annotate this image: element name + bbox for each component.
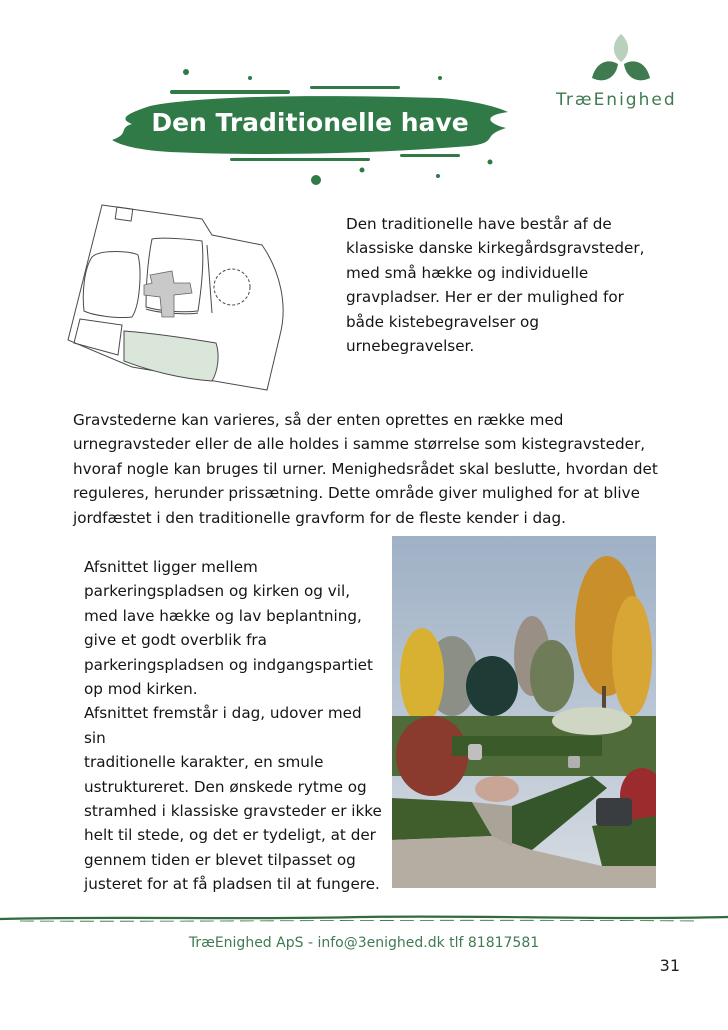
cemetery-garden-photo: [392, 536, 656, 888]
text-line: med lave hække og lav beplantning,: [84, 606, 362, 625]
text-line: jordfæstet i den traditionelle gravform for de fleste kender i dag.: [73, 508, 566, 527]
text-line: urnegravsteder eller de alle holdes i samme størrelse som kistegravsteder,: [73, 435, 646, 454]
intro-paragraph: [346, 212, 646, 358]
text-line: hvoraf nogle kan bruges til urner. Menighedsrådet skal beslutte, hvordan det: [73, 459, 658, 478]
page-number: 31: [659, 956, 680, 975]
text-line: justeret for at få pladsen til at fungere.: [84, 875, 380, 894]
three-leaf-icon: [590, 32, 652, 86]
site-map-illustration: [62, 175, 302, 400]
text-line: op mod kirken.: [84, 680, 198, 699]
text-line: Afsnittet ligger mellem: [84, 558, 258, 576]
footer-rule: [0, 910, 728, 926]
text-line: reguleres, herunder prissætning. Dette område giver mulighed for at blive: [73, 484, 640, 503]
page-title: Den Traditionelle have: [151, 108, 469, 137]
side-paragraph: [84, 555, 384, 897]
text-line: urnebegravelser.: [346, 337, 475, 356]
text-line: Gravstederne kan varieres, så der enten oprettes en række med: [73, 411, 564, 429]
text-line: gennem tiden er blevet tilpasset og: [84, 850, 356, 869]
text-line: Afsnittet fremstår i dag, udover med sin: [84, 704, 362, 747]
logo-wordmark: TræEnighed: [556, 90, 677, 110]
text-line: traditionelle karakter, en smule: [84, 753, 324, 772]
text-line: klassiske danske kirkegårdsgravsteder,: [346, 239, 645, 258]
text-line: parkeringspladsen og indgangspartiet: [84, 655, 373, 674]
text-line: både kistebegravelser og: [346, 312, 539, 331]
text-line: give et godt overblik fra: [84, 631, 267, 650]
text-line: helt til stede, og det er tydeligt, at der: [84, 826, 376, 845]
text-line: med små hække og individuelle: [346, 263, 589, 282]
body-paragraph: [73, 408, 683, 530]
text-line: ustruktureret. Den ønskede rytme og: [84, 777, 367, 796]
footer-contact: TræEnighed ApS - info@3enighed.dk tlf 81817581: [188, 935, 540, 951]
text-line: stramhed i klassiske gravsteder er ikke: [84, 802, 382, 821]
text-line: Den traditionelle have består af de: [346, 215, 612, 233]
text-line: parkeringspladsen og kirken og vil,: [84, 582, 351, 601]
text-line: gravpladser. Her er der mulighed for: [346, 288, 624, 307]
